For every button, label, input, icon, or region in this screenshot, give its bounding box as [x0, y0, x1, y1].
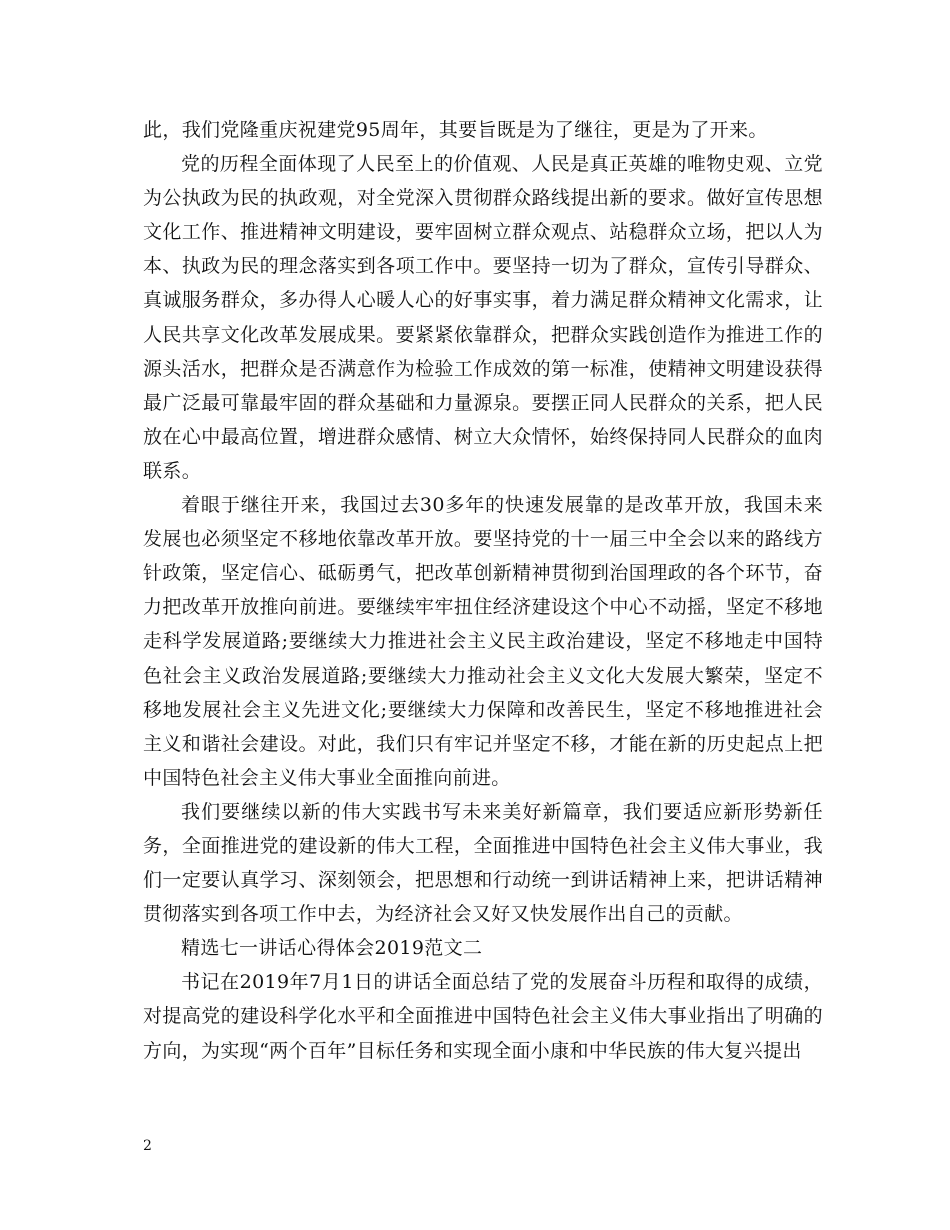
body-text	[143, 113, 823, 1068]
paragraph-essay-two-intro: 书记在2019年7月1日的讲话全面总结了党的发展奋斗历程和取得的成绩，对提高党的建设科学化水平和全面推进中国特色社会主义伟大事业指出了明确的方向，为实现“两个百年”目标任务和实现全面小康和中华民族的伟大复兴提出	[143, 971, 823, 1062]
section-heading: 精选七一讲话心得体会2019范文二	[181, 937, 483, 960]
paragraph-continuation: 此，我们党隆重庆祝建党95周年，其要旨既是为了继往，更是为了开来。	[143, 119, 768, 141]
paragraph-reform-opening: 着眼于继往开来，我国过去30多年的快速发展靠的是改革开放，我国未来发展也必须坚定不移地依靠改革开放。要坚持党的十一届三中全会以来的路线方针政策，坚定信心、砥砺勇气，把改革创新精神贯彻到治国理政的各个环节，奋力把改革开放推向前进。要继续牢牢扭住经济建设这个中心不动摇，坚定不移地走科学发展道路;要继续大力推进社会主义民主政治建设，坚定不移地走中国特色社会主义政治发展道路;要继续大力推动社会主义文化大发展大繁荣，坚定不移地发展社会主义先进文化;要继续大力保障和改善民生，坚定不移地推进社会主义和谐社会建设。对此，我们只有牢记并坚定不移，才能在新的历史起点上把中国特色社会主义伟大事业全面推向前进。	[143, 494, 823, 789]
paragraph-mass-line: 党的历程全面体现了人民至上的价值观、人民是真正英雄的唯物史观、立党为公执政为民的执政观，对全党深入贯彻群众路线提出新的要求。做好宣传思想文化工作、推进精神文明建设，要牢固树立群众观点、站稳群众立场，把以人为本、执政为民的理念落实到各项工作中。要坚持一切为了群众，宣传引导群众、真诚服务群众，多办得人心暖人心的好事实事，着力满足群众精神文化需求，让人民共享文化改革发展成果。要紧紧依靠群众，把群众实践创造作为推进工作的源头活水，把群众是否满意作为检验工作成效的第一标准，使精神文明建设获得最广泛最可靠最牢固的群众基础和力量源泉。要摆正同人民群众的关系，把人民放在心中最高位置，增进群众感情、树立大众情怀，始终保持同人民群众的血肉联系。	[143, 153, 823, 482]
paragraph-conclusion: 我们要继续以新的伟大实践书写未来美好新篇章，我们要适应新形势新任务，全面推进党的建设新的伟大工程，全面推进中国特色社会主义伟大事业，我们一定要认真学习、深刻领会，把思想和行动统一到讲话精神上来，把讲话精神贯彻落实到各项工作中去，为经济社会又好又快发展作出自己的贡献。	[143, 800, 823, 926]
page-number: 2	[143, 1138, 152, 1154]
